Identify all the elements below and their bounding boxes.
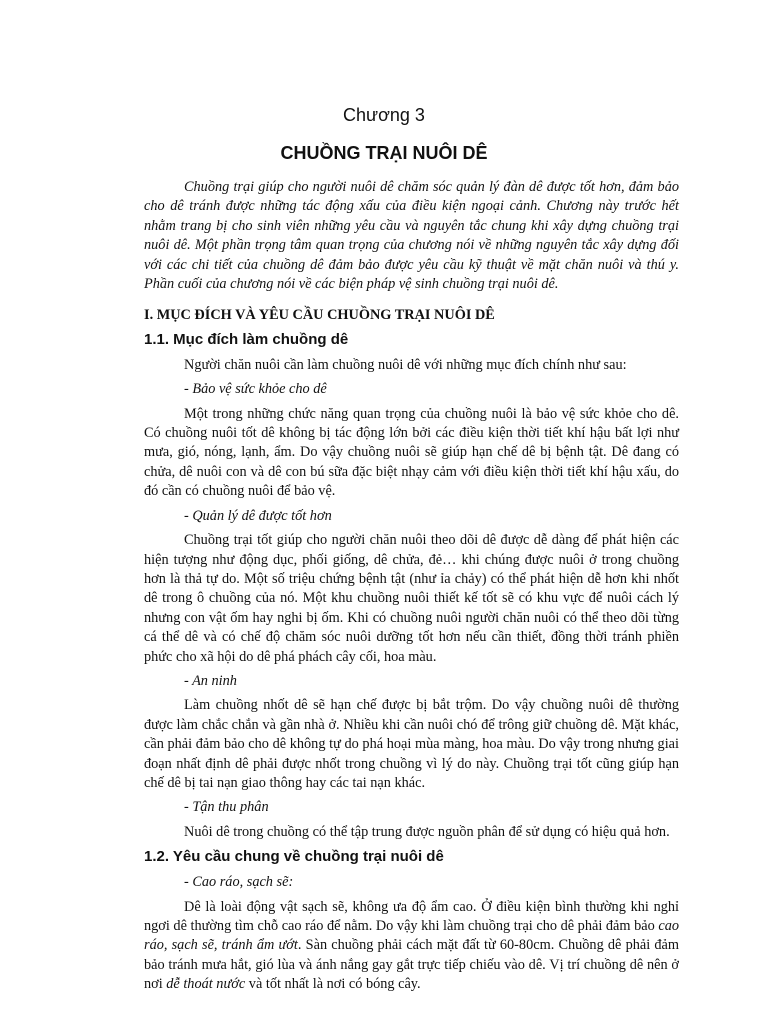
paragraph-security: Làm chuồng nhốt dê sẽ hạn chế được bị bắt trộm. Do vậy chuồng nuôi dê thường được làm chắc chắn và gần nhà ở. Nhiều khi cần nuôi chó để trông giữ chuồng dê. Mặt khác, cần phải đảm bảo cho dê không tự do phá hoại mùa màng, hoa màu. Do vậy trong nhưng giai đoạn nhất định dê phải được nhốt trong chuồng vì lý do này. Chuồng trại tốt cũng giúp hạn chế dê bị tai nạn giao thông hay các tai nạn khác. (144, 697, 679, 791)
subsection-1-1-heading: 1.1. Mục đích làm chuồng dê (144, 330, 349, 348)
bullet-security: - An ninh (184, 672, 237, 689)
intro-paragraph: Chuồng trại giúp cho người nuôi dê chăm sóc quản lý đàn dê được tốt hơn, đảm bảo cho dê tránh được những tác động xấu của điều kiện ngoại cảnh. Chương này trước hết nhằm trang bị cho sinh viên những yêu cầu và nguyên tắc chung khi xây dựng chuồng trại nuôi dê. Một phần trọng tâm quan trọng của chương nói về những nguyên tắc xây dựng đối với các chi tiết của chuồng dê đảm bảo được yêu cầu kỹ thuật về mặt chăn nuôi và thú y. Phần cuối của chương nói về các biện pháp vệ sinh chuồng trại nuôi dê. (144, 179, 679, 293)
paragraph-manure: Nuôi dê trong chuồng có thể tập trung được nguồn phân để sử dụng có hiệu quả hơn. (184, 823, 670, 840)
paragraph-dry-clean-part-3: và tốt nhất là nơi có bóng cây. (245, 976, 421, 993)
section-1-heading: I. MỤC ĐÍCH VÀ YÊU CẦU CHUỒNG TRẠI NUÔI DÊ (144, 307, 495, 324)
chapter-title: CHUỒNG TRẠI NUÔI DÊ (280, 143, 488, 163)
paragraph-health: Một trong những chức năng quan trọng của chuồng nuôi là bảo vệ sức khỏe cho dê. Có chuồng nuôi tốt dê không bị tác động lớn bởi các điều kiện thời tiết khí hậu bất lợi như mưa, gió, nóng, lạnh, ẩm. Do vậy chuồng nuôi sẽ giúp hạn chế dê bị bệnh tật. Dê đang có chửa, dê nuôi con và dê con bú sữa đặc biệt nhạy cảm với điều kiện thời tiết khí hậu xấu, do đó cần có chuồng nuôi để bảo vệ. (144, 405, 679, 500)
paragraph-dry-clean-part-2: . Sàn chuồng phải cách mặt đất từ 60-80cm. Chuồng dê phải đảm bảo tránh mưa hắt, gió lùa và ánh nắng gay gắt trực tiếp chiếu vào dê. Vị trí chuồng dê nên ở nơi (144, 937, 679, 993)
paragraph-dry-clean-emphasis-2: dễ thoát nước (166, 976, 246, 993)
paragraph-management: Chuồng trại tốt giúp cho người chăn nuôi theo dõi dê được dễ dàng để phát hiện các hiện tượng như động dục, phối giống, dê chửa, đẻ… khi chúng được nuôi ở trong chuồng hơn là thả tự do. Một số triệu chứng bệnh tật (như ỉa chảy) có thể phát hiện dễ hơn khi nhốt dê trong ô chuồng của nó. Một khu chuồng nuôi thiết kế tốt sẽ có khu vực để nuôi cách lý nhưng con vật ốm hay nghi bị ốm. Khi có chuồng nuôi người chăn nuôi có thể theo dõi từng cá thể dê và có chế độ chăm sóc nuôi dưỡng tốt hơn nếu cần thiết, đồng thời tránh phiền phức cho xã hội do dê phá phách cây cối, hoa màu. (144, 532, 679, 665)
lead-paragraph: Người chăn nuôi cần làm chuồng nuôi dê với những mục đích chính như sau: (184, 356, 627, 373)
paragraph-dry-clean-part-1: Dê là loài động vật sạch sẽ, không ưa độ ẩm cao. Ở điều kiện bình thường khi nghỉ ngơi dê thường tìm chỗ cao ráo để nằm. Do vậy khi làm chuồng trại cho dê phải đảm bảo (144, 898, 679, 934)
bullet-health: - Bảo vệ sức khỏe cho dê (184, 381, 327, 398)
bullet-dry-clean: - Cao ráo, sạch sẽ: (184, 874, 294, 891)
chapter-label: Chương 3 (343, 105, 425, 125)
paragraph-dry-clean-emphasis-1: cao ráo, sạch sẽ, tránh ẩm ướt (144, 918, 679, 954)
paragraph-dry-clean (144, 898, 679, 995)
subsection-1-2-heading: 1.2. Yêu cầu chung về chuồng trại nuôi dê (144, 848, 444, 866)
bullet-manure: - Tận thu phân (184, 799, 269, 816)
bullet-management: - Quản lý dê được tốt hơn (184, 507, 332, 524)
document-body (144, 178, 679, 995)
